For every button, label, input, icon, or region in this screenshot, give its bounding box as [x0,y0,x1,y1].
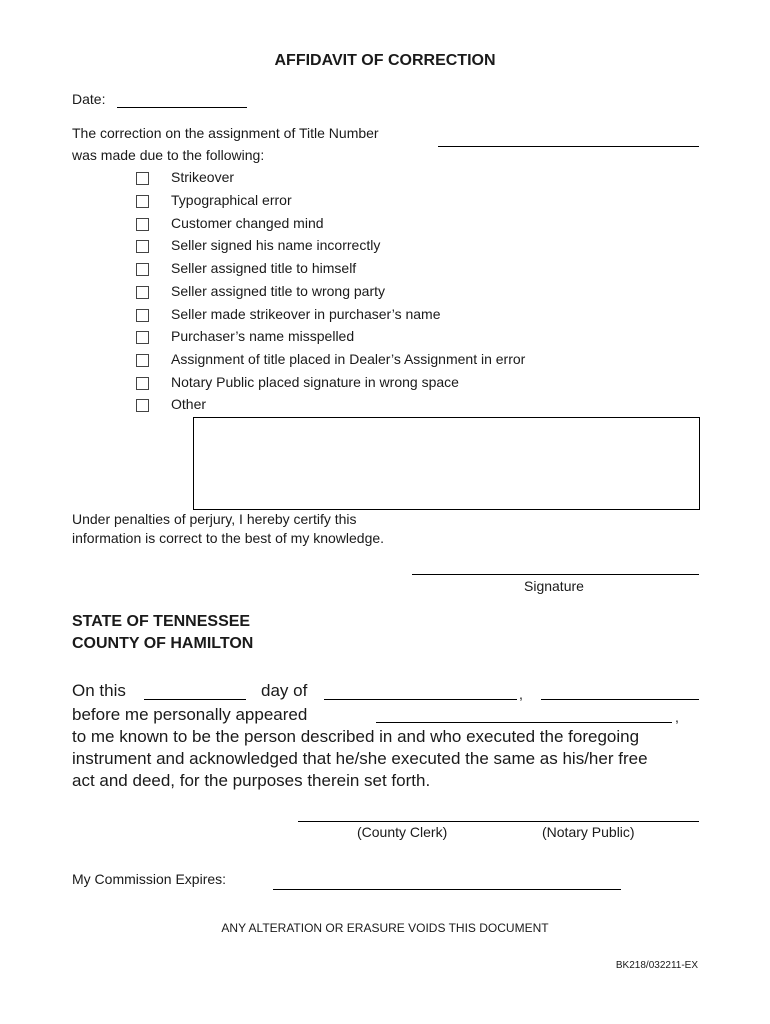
perjury-line-1: Under penalties of perjury, I hereby certify this [72,511,357,527]
checkbox-customer-changed-mind[interactable] [136,218,149,231]
reason-label: Other [171,396,207,412]
intro-line-2: was made due to the following: [72,147,265,163]
signature-label: Signature [524,578,584,594]
checkbox-seller-strikeover-purchaser[interactable] [136,309,149,322]
checkbox-typographical-error[interactable] [136,195,149,208]
page-title: AFFIDAVIT OF CORRECTION [274,52,496,69]
appeared-name-field[interactable] [376,722,672,723]
notary-line-3: to me known to be the person described in and who executed the foregoing [72,727,640,746]
checkbox-dealer-assignment-error[interactable] [136,354,149,367]
checkbox-seller-signed-incorrectly[interactable] [136,240,149,253]
perjury-line-2: information is correct to the best of my knowledge. [72,530,385,546]
checkbox-strikeover[interactable] [136,172,149,185]
notary-line-4: instrument and acknowledged that he/she executed the same as his/her free [72,749,648,768]
day-field[interactable] [144,699,246,700]
signature-field[interactable] [412,574,699,575]
comma: , [519,686,523,702]
reason-label: Purchaser’s name misspelled [171,328,355,344]
other-explanation-box[interactable] [193,417,700,510]
notary-public-label: (Notary Public) [542,824,635,840]
year-field[interactable] [541,699,699,700]
reason-label: Typographical error [171,192,292,208]
reason-label: Notary Public placed signature in wrong space [171,374,459,390]
reason-label: Seller signed his name incorrectly [171,237,381,253]
reason-label: Seller assigned title to wrong party [171,283,385,299]
commission-expires-field[interactable] [273,889,621,890]
checkbox-seller-wrong-party[interactable] [136,286,149,299]
comma: , [675,709,679,725]
state-heading: STATE OF TENNESSEE [72,613,251,630]
before-me-label: before me personally appeared [72,705,308,724]
date-label: Date: [72,91,106,107]
checkbox-purchaser-misspelled[interactable] [136,331,149,344]
month-field[interactable] [324,699,517,700]
form-code: BK218/032211-EX [615,960,698,971]
checkbox-seller-assigned-himself[interactable] [136,263,149,276]
reason-label: Customer changed mind [171,215,324,231]
day-of-label: day of [261,681,308,700]
date-field[interactable] [117,107,247,108]
county-clerk-label: (County Clerk) [357,824,448,840]
footer-notice: ANY ALTERATION OR ERASURE VOIDS THIS DOCUMENT [221,921,549,935]
clerk-signature-field[interactable] [298,821,699,822]
on-this-label: On this [72,681,126,700]
checkbox-notary-wrong-space[interactable] [136,377,149,390]
reason-label: Strikeover [171,169,235,185]
commission-label: My Commission Expires: [72,871,227,887]
checkbox-other[interactable] [136,399,149,412]
title-number-field[interactable] [438,146,699,147]
intro-line-1: The correction on the assignment of Title Number [72,125,379,141]
county-heading: COUNTY OF HAMILTON [72,635,254,652]
reason-label: Seller made strikeover in purchaser’s name [171,306,441,322]
notary-line-5: act and deed, for the purposes therein set forth. [72,771,431,790]
reason-label: Assignment of title placed in Dealer’s Assignment in error [171,351,526,367]
reason-label: Seller assigned title to himself [171,260,357,276]
